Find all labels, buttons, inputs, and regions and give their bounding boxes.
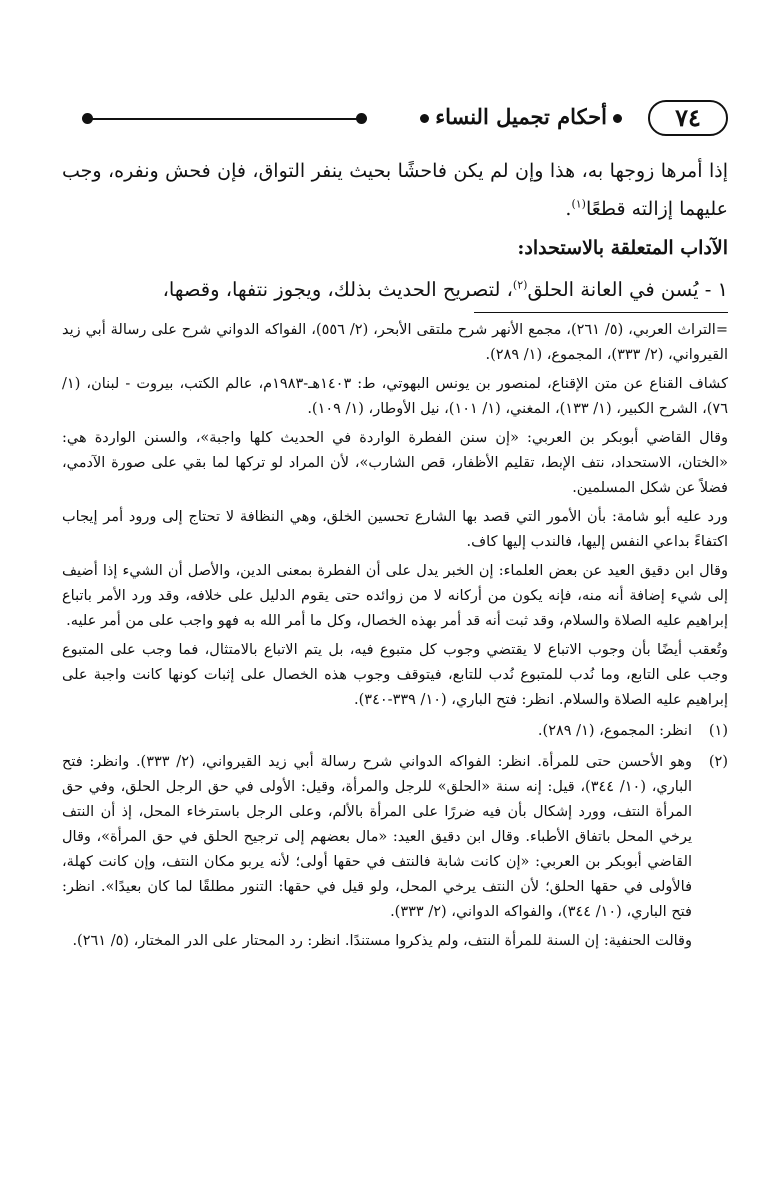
- page-header: [62, 100, 728, 142]
- footnote-2: [62, 750, 728, 954]
- list-item-1: [62, 268, 728, 312]
- list-item-1-end: ، لتصريح الحديث بذلك، ويجوز نتفها، وقصها،: [162, 278, 513, 301]
- main-text: [62, 152, 728, 312]
- bullet-ornament-left: [420, 114, 429, 123]
- footnotes-area: [62, 318, 728, 958]
- continued-note-para: وتُعقب أيضًا بأن وجوب الاتباع لا يقتضي وجوب كل متبوع فيه، بل يتم الاتباع بالامتثال، فما وجب على المتبوع وجب على التابع، وما نُدب للمتبوع نُدب للتابع، فيتوقف وجوب هذه الخصال على إثبات كونها كانت واجبة على إبراهيم عليه الصلاة والسلام. انظر: فتح الباري، (١٠/ ٣٣٩-٣٤٠).: [62, 642, 728, 708]
- continued-note-para: كشاف القناع عن متن الإقناع، لمنصور بن يونس البهوتي، ط: ١٤٠٣هـ-١٩٨٣م، عالم الكتب، بيروت - لبنان، (١/ ٧٦)، الشرح الكبير، (١/ ١٣٣)، المغني، (١/ ١٠١)، نيل الأوطار، (١/ ١٠٩).: [62, 376, 729, 417]
- running-head: [414, 104, 628, 129]
- main-paragraph-text: إذا أمرها زوجها به، هذا وإن لم يكن فاحشًا بحيث ينفر التواق، فإن فحش ونفره، وجب عليهما إزالته قطعًا: [62, 160, 728, 220]
- continued-note-para: وقال القاضي أبوبكر بن العربي: «إن سنن الفطرة الواردة في الحديث كلها واجبة»، والسنن الواردة هي: «الختان، الاستحداد، نتف الإبط، تقليم الأظفار، قص الشارب»، لأن المراد لو تركها لما بقي على صورة الآدمي، فضلاً عن شكل المسلمين.: [62, 430, 728, 496]
- section-heading: الآداب المتعلقة بالاستحداد:: [517, 237, 728, 259]
- footnote-text: انظر: المجموع، (١/ ٢٨٩).: [537, 723, 692, 739]
- footnote-1: [62, 719, 728, 744]
- running-head-title: أحكام تجميل النساء: [435, 104, 607, 129]
- footnote-number: (٢): [708, 754, 728, 770]
- continued-note-para: وقال ابن دقيق العيد عن بعض العلماء: إن الخبر يدل على أن الفطرة بمعنى الدين، والأصل أن الشيء إذا أضيف إلى شيء إضافة أنه منه، فإنه يكون من أركانه لا من زوائده حتى يقوم الدليل على خلافه، وقد ورد الأمر باتباع إبراهيم عليه الصلاة والسلام، وقد ثبت أنه قد أمر بهذه الخصال، وكل ما أمر الله به فهو واجب على من أمر عليه.: [62, 563, 728, 629]
- list-item-1-start: ١ - يُسن في العانة الحلق: [527, 278, 728, 301]
- header-rule: [92, 118, 360, 120]
- footnote-separator: [474, 312, 728, 313]
- main-paragraph-end: .: [565, 198, 572, 220]
- footnote-ref-2[interactable]: (٢): [512, 278, 528, 292]
- footnote-text: وقالت الحنفية: إن السنة للمرأة النتف، ولم يذكروا مستندًا. انظر: رد المحتار على الدر المختار، (٥/ ٢٦١).: [72, 933, 692, 949]
- continued-note-para: ورد عليه أبو شامة: بأن الأمور التي قصد بها الشارع تحسين الخلق، وهي النظافة لا تحتاج إلى ورود أمر إيجاب اكتفاءً بداعي النفس إليها، فالندب إليها كاف.: [62, 509, 728, 550]
- rule-dot-right: [356, 113, 367, 124]
- footnote-text: وهو الأحسن حتى للمرأة. انظر: الفواكه الدواني شرح رسالة أبي زيد القيرواني، (٢/ ٣٣٣). وانظر: فتح الباري، (١٠/ ٣٤٤)، قيل: إنه سنة «الحلق» للرجل والمرأة، وقيل: الأولى في حق الرجل الحلق، وفي حق المرأة النتف، وورد إشكال بأن فيه ضررًا على المرأة بالألم، وعلى الرجل باسترخاء المحل، إذ أن النتف يرخي المحل باتفاق الأطباء. وقال ابن دقيق العيد: «مال بعضهم إلى ترجيح الحلق في حق المرأة»، وقال القاضي أبوبكر بن العربي: «إن كانت شابة فالنتف في حقها أولى؛ لأنه يربو مكان النتف، وإن كانت كهلة، فالأولى في حقها الحلق؛ لأن النتف يرخي المحل، ولو قيل في حقها: التنور مطلقًا لما كان بعيدًا». انظر: فتح الباري، (١٠/ ٣٤٤)، والفواكه الدواني، (٢/ ٣٣٣).: [62, 754, 692, 920]
- main-paragraph: [62, 152, 728, 228]
- page-number: ٧٤: [648, 100, 728, 136]
- footnote-number: (١): [708, 723, 728, 739]
- footnote-ref-1[interactable]: (١): [571, 197, 586, 211]
- continued-note-para: =التراث العربي، (٥/ ٢٦١)، مجمع الأنهر شرح ملتقى الأبحر، (٢/ ٥٥٦)، الفواكه الدواني شرح على رسالة أبي زيد القيرواني، (٢/ ٣٣٣)، المجموع، (١/ ٢٨٩).: [62, 322, 728, 363]
- bullet-ornament-right: [613, 114, 622, 123]
